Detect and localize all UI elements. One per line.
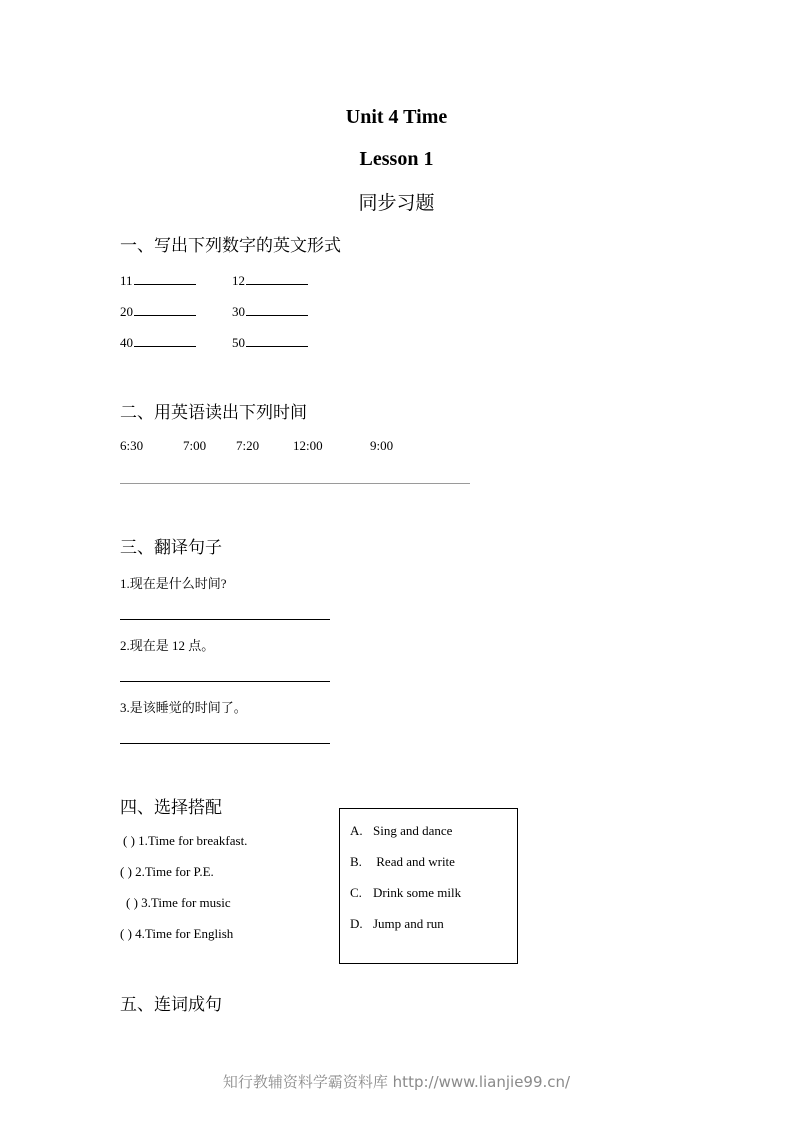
number-label: 40	[120, 335, 133, 350]
answer-line[interactable]	[120, 743, 330, 744]
sentence-prompt: 2.现在是 12 点。	[120, 638, 215, 653]
answer-line[interactable]	[120, 619, 330, 620]
section-4-heading: 四、选择搭配	[120, 798, 222, 818]
option-a	[350, 823, 452, 839]
section-3-heading: 三、翻译句子	[120, 538, 222, 558]
number-item	[120, 334, 196, 351]
sentence-prompt: 1.现在是什么时间?	[120, 576, 227, 591]
number-label: 20	[120, 304, 133, 319]
match-item: ( ) 2.Time for P.E.	[120, 864, 214, 879]
match-item: ( ) 1.Time for breakfast.	[123, 833, 248, 848]
time-item: 7:20	[236, 438, 260, 453]
option-text: Jump and run	[373, 916, 444, 931]
option-b	[350, 854, 455, 870]
answer-line[interactable]	[120, 483, 470, 484]
time-item: 6:30	[120, 438, 144, 453]
option-letter: B.	[350, 854, 362, 869]
unit-title: Unit 4 Time	[345, 106, 448, 128]
number-label: 50	[232, 335, 245, 350]
footer-watermark: 知行教辅资料学霸资料库 http://www.lianjie99.cn/	[222, 1073, 571, 1091]
match-item: ( ) 3.Time for music	[126, 895, 231, 910]
option-text: Drink some milk	[373, 885, 462, 900]
answer-blank[interactable]	[134, 272, 196, 285]
match-item: ( ) 4.Time for English	[120, 926, 234, 941]
options-box	[339, 808, 518, 964]
answer-blank[interactable]	[246, 303, 308, 316]
number-label: 12	[232, 273, 245, 288]
number-item	[120, 272, 196, 289]
option-letter: C.	[350, 885, 362, 900]
answer-blank[interactable]	[246, 272, 308, 285]
number-item	[120, 303, 196, 320]
option-d	[350, 916, 444, 932]
lesson-title: Lesson 1	[359, 148, 434, 170]
section-1-heading: 一、写出下列数字的英文形式	[120, 236, 341, 256]
option-letter: A.	[350, 823, 363, 838]
option-c	[350, 885, 461, 901]
answer-blank[interactable]	[246, 334, 308, 347]
number-item	[232, 272, 308, 289]
time-item: 9:00	[370, 438, 394, 453]
time-item: 7:00	[183, 438, 207, 453]
number-item	[232, 303, 308, 320]
time-item: 12:00	[293, 438, 323, 453]
sentence-prompt: 3.是该睡觉的时间了。	[120, 700, 247, 715]
option-text: Read and write	[373, 854, 455, 869]
option-text: Sing and dance	[373, 823, 453, 838]
number-label: 30	[232, 304, 245, 319]
option-letter: D.	[350, 916, 363, 931]
number-item	[232, 334, 308, 351]
section-5-heading: 五、连词成句	[120, 995, 222, 1015]
section-2-heading: 二、用英语读出下列时间	[120, 403, 307, 423]
answer-blank[interactable]	[134, 303, 196, 316]
number-label: 11	[120, 273, 133, 288]
answer-blank[interactable]	[134, 334, 196, 347]
answer-line[interactable]	[120, 681, 330, 682]
subtitle: 同步习题	[358, 192, 435, 214]
